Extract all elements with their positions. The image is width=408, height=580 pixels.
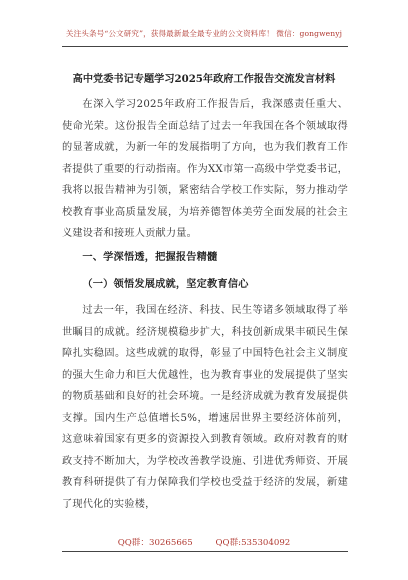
footer-qq-group-1: QQ群：30265665 bbox=[117, 538, 193, 548]
intro-paragraph: 在深入学习2025年政府工作报告后，我深感责任重大、使命光荣。这份报告全面总结了过去一年我国在各个领域取得的显著成就，为新一年的发展指明了方向，也为我们教育工作者提供了重要的行动指南。作为XX市第一高级中学党委书记，我将以报告精神为引领，紧密结合学校工作实际，努力推动学校教育事业高质量发展，为培养德智体美劳全面发展的社会主义建设者和接班人贡献力量。 bbox=[62, 99, 348, 239]
intro-block bbox=[62, 94, 348, 245]
footer-qq-group-2: QQ群:535304092 bbox=[215, 538, 291, 548]
body-paragraph: 过去一年，我国在经济、科技、民生等诸多领域取得了举世瞩目的成就。经济规模稳步扩大，科技创新成果丰硕民生保障扎实稳固。这些成就的取得，彰显了中国特色社会主义制度的强大生命力和巨大优越性，也为教育事业的发展提供了坚实的物质基础和良好的社会环境。一是经济成就为教育发展提供支撑。国内生产总值增长5%，增速居世界主要经济体前列，这意味着国家有更多的资源投入到教育领域。政府对教育的财政支持不断加大，为学校改善教学设施、引进优秀师资、开展教育科研提供了有力保障我们学校也受益于经济的发展，新建了现代化的实验楼， bbox=[62, 305, 348, 510]
header-banner: 关注头条号“公文研究”，获得最新最全最专业的公文资料库！ 微信：gongwenyj bbox=[65, 29, 343, 38]
footer-contact bbox=[0, 536, 408, 548]
document-title: 高中党委书记专题学习2025年政府工作报告交流发言材料 bbox=[72, 73, 336, 85]
section-heading: 一、学深悟透，把握报告精髓 bbox=[82, 251, 218, 263]
subsection-heading: （一）领悟发展成就，坚定教育信心 bbox=[82, 278, 249, 290]
body-block bbox=[62, 300, 348, 515]
footer-rule bbox=[62, 551, 348, 552]
header-rule bbox=[62, 46, 348, 47]
